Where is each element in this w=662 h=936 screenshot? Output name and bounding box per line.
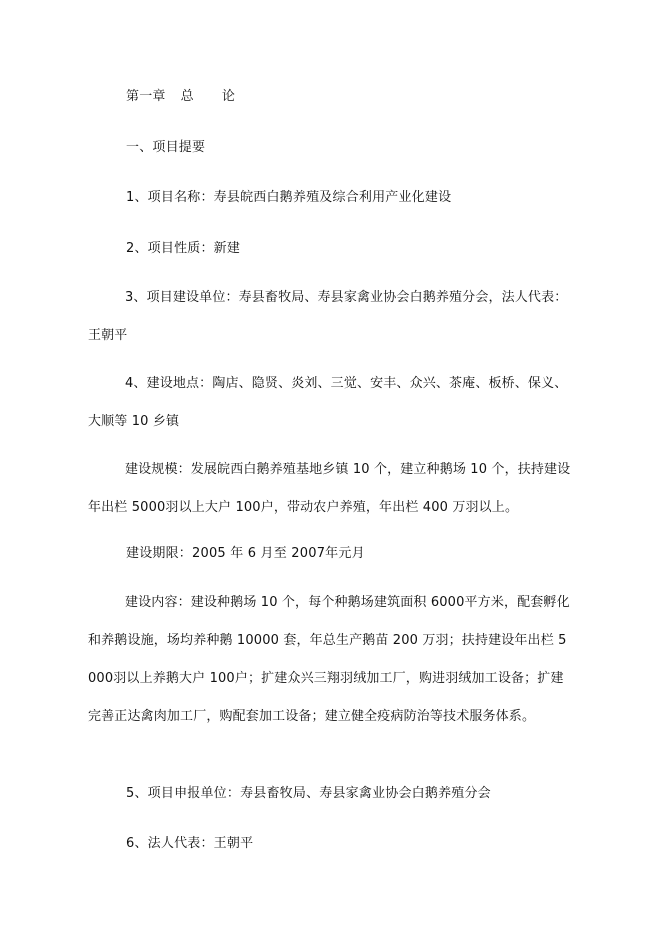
chapter-prefix: 第一章 — [126, 89, 166, 104]
project-name-item: 1、项目名称：寿县皖西白鹅养殖及综合利用产业化建设 — [126, 190, 452, 205]
project-nature-item: 2、项目性质：新建 — [126, 241, 241, 256]
construction-period-item: 建设期限：2005 年 6 月至 2007年元月 — [126, 546, 365, 561]
applicant-item: 5、项目申报单位：寿县畜牧局、寿县家禽业协会白鹅养殖分会 — [126, 786, 491, 801]
construction-content-paragraph: 建设内容：建设种鹅场 10 个，每个种鹅场建筑面积 6000平方米，配套孵化和养鹅设施，场均养种鹅 10000 套，年总生产鹅苗 200 万羽；扶持建设年出栏 5000羽以上养鹅大户 100户；扩建众兴三翔羽绒加工厂，购进羽绒加工设备；扩建完善正达禽肉加工厂，购配套加工设备；建立健全疫病防治等技术服务体系。 — [88, 595, 570, 724]
chapter-char-1: 总 — [180, 89, 194, 104]
construction-scale-paragraph: 建设规模：发展皖西白鹅养殖基地乡镇 10 个，建立种鹅场 10 个，扶持建设年出栏 5000羽以上大户 100户，带动农户养殖，年出栏 400 万羽以上。 — [88, 462, 571, 515]
project-builder-paragraph: 3、项目建设单位：寿县畜牧局、寿县家禽业协会白鹅养殖分会，法人代表：王朝平 — [88, 290, 568, 343]
chapter-heading — [126, 89, 235, 105]
project-location-paragraph: 4、建设地点：陶店、隐贤、炎刘、三觉、安丰、众兴、茶庵、板桥、保义、大顺等 10 乡镇 — [88, 376, 568, 429]
section-title: 一、项目提要 — [126, 140, 206, 155]
legal-representative-item: 6、法人代表：王朝平 — [126, 836, 254, 851]
chapter-char-2: 论 — [221, 89, 236, 104]
